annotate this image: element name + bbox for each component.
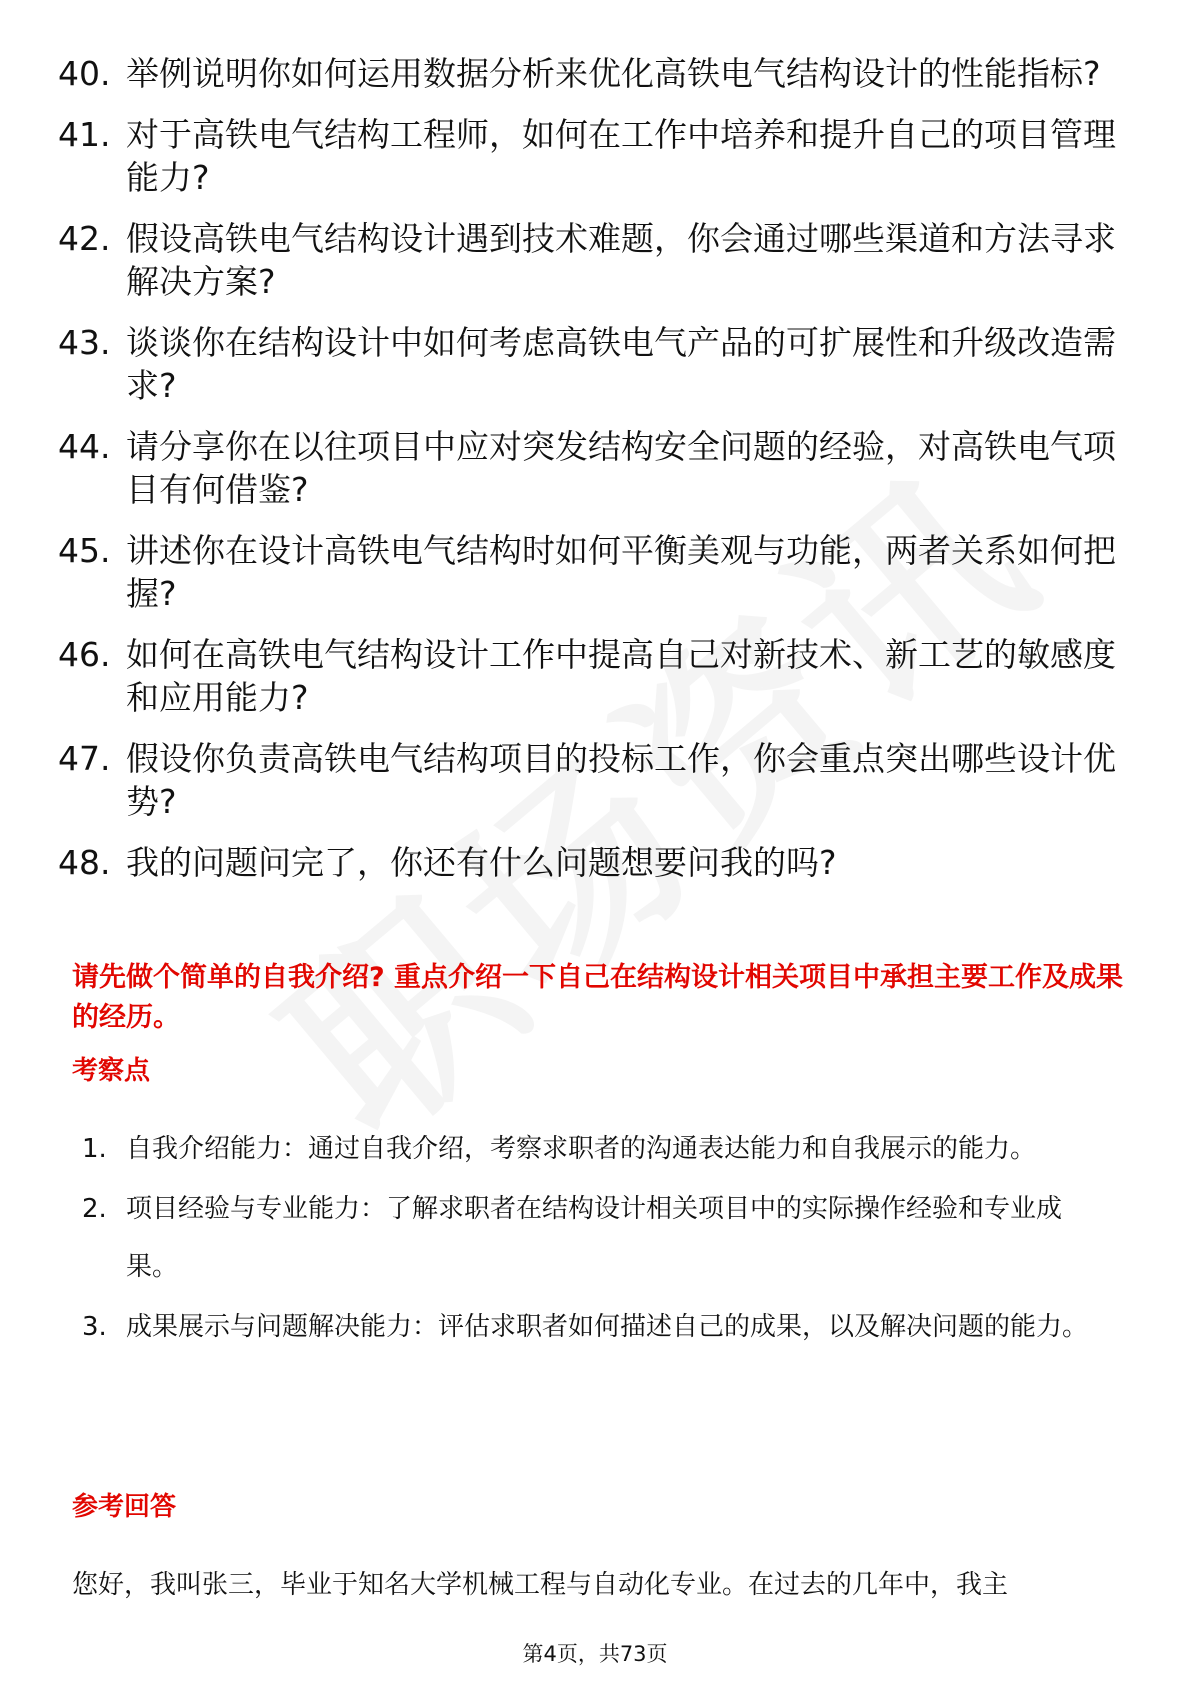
assessment-number: 2. xyxy=(82,1194,107,1224)
reference-heading: 参考回答 xyxy=(72,1492,177,1522)
reference-answer: 您好，我叫张三，毕业于知名大学机械工程与自动化专业。在过去的几年中，我主 xyxy=(72,1570,1009,1600)
question-number: 43. xyxy=(58,323,111,362)
question-item xyxy=(58,633,1138,719)
question-number: 47. xyxy=(58,739,111,778)
question-text: 我的问题问完了，你还有什么问题想要问我的吗? xyxy=(126,843,837,882)
question-number: 41. xyxy=(58,115,111,154)
question-list xyxy=(58,52,1138,902)
question-text: 讲述你在设计高铁电气结构时如何平衡美观与功能，两者关系如何把握? xyxy=(126,531,1116,613)
question-number: 45. xyxy=(58,531,111,570)
question-item xyxy=(58,217,1138,303)
question-number: 40. xyxy=(58,54,111,93)
question-text: 请分享你在以往项目中应对突发结构安全问题的经验，对高铁电气项目有何借鉴? xyxy=(126,427,1116,509)
question-item xyxy=(58,737,1138,823)
assessment-text: 项目经验与专业能力：了解求职者在结构设计相关项目中的实际操作经验和专业成果。 xyxy=(126,1194,1063,1282)
question-number: 48. xyxy=(58,843,111,882)
assessment-text: 成果展示与问题解决能力：评估求职者如何描述自己的成果，以及解决问题的能力。 xyxy=(126,1312,1089,1342)
question-item xyxy=(58,52,1138,95)
question-item xyxy=(58,113,1138,199)
question-item xyxy=(58,425,1138,511)
assessment-text: 自我介绍能力：通过自我介绍，考察求职者的沟通表达能力和自我展示的能力。 xyxy=(126,1134,1037,1164)
page-footer: 第4页，共73页 xyxy=(522,1642,668,1666)
assessment-list xyxy=(82,1120,1112,1358)
question-text: 假设你负责高铁电气结构项目的投标工作，你会重点突出哪些设计优势? xyxy=(126,739,1116,821)
question-text: 对于高铁电气结构工程师，如何在工作中培养和提升自己的项目管理能力? xyxy=(126,115,1116,197)
assessment-item xyxy=(82,1180,1112,1296)
question-text: 谈谈你在结构设计中如何考虑高铁电气产品的可扩展性和升级改造需求? xyxy=(126,323,1116,405)
question-number: 42. xyxy=(58,219,111,258)
assessment-item xyxy=(82,1298,1112,1356)
assessment-heading: 考察点 xyxy=(72,1056,151,1086)
section-title: 请先做个简单的自我介绍? 重点介绍一下自己在结构设计相关项目中承担主要工作及成果的经历。 xyxy=(72,962,1124,1033)
question-item xyxy=(58,529,1138,615)
question-number: 44. xyxy=(58,427,111,466)
assessment-number: 1. xyxy=(82,1134,107,1164)
question-item xyxy=(58,321,1138,407)
assessment-number: 3. xyxy=(82,1312,107,1342)
assessment-item xyxy=(82,1120,1112,1178)
question-text: 假设高铁电气结构设计遇到技术难题，你会通过哪些渠道和方法寻求解决方案? xyxy=(126,219,1116,301)
question-number: 46. xyxy=(58,635,111,674)
question-text: 举例说明你如何运用数据分析来优化高铁电气结构设计的性能指标? xyxy=(126,54,1101,93)
question-item xyxy=(58,841,1138,884)
question-text: 如何在高铁电气结构设计工作中提高自己对新技术、新工艺的敏感度和应用能力? xyxy=(126,635,1116,717)
